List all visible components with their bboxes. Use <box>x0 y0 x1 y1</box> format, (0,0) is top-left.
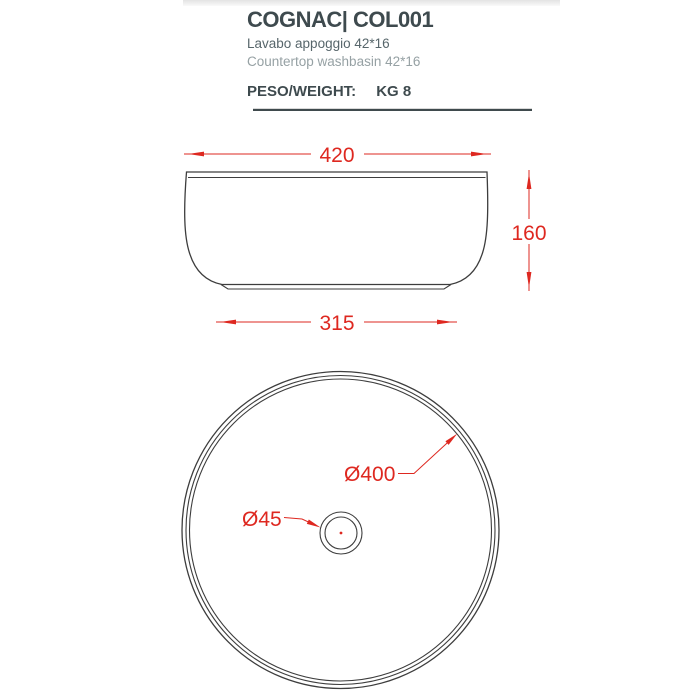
dimension-420-label: 420 <box>319 144 355 167</box>
dimension-315-label: 315 <box>319 312 355 335</box>
callout-outer-diameter <box>344 434 457 486</box>
dia400-arrowhead <box>445 434 457 445</box>
dimension-420-arrow-left <box>188 152 204 157</box>
dimension-420-arrow-right <box>471 152 487 157</box>
weight-label: PESO/WEIGHT: <box>247 82 357 100</box>
basin-middle-rim-circle <box>186 376 495 685</box>
product-subtitle-italian: Lavabo appoggio 42*16 <box>247 36 390 52</box>
product-subtitle-english: Countertop washbasin 42*16 <box>247 54 421 70</box>
dia45-label: Ø45 <box>242 508 282 531</box>
basin-side-outline <box>185 172 488 285</box>
top-view <box>182 372 499 689</box>
dimension-160-arrow-top <box>527 173 532 189</box>
callout-drain-diameter <box>242 508 321 531</box>
dimension-160-arrow-bottom <box>527 272 532 288</box>
dia45-arrowhead <box>307 520 321 528</box>
dia400-leader-line <box>398 439 452 474</box>
dimension-height <box>503 170 555 291</box>
basin-foot-line <box>221 285 451 290</box>
weight-value: KG 8 <box>376 82 412 100</box>
product-title: COGNAC| COL001 <box>247 7 434 32</box>
dimension-top-width <box>184 142 491 167</box>
side-view <box>185 172 488 289</box>
basin-inner-rim-circle <box>190 379 492 681</box>
dia400-label: Ø400 <box>344 463 396 486</box>
dimension-bottom-width <box>216 310 457 335</box>
dimension-315-arrow-right <box>437 320 453 325</box>
basin-outer-rim-circle <box>182 372 499 689</box>
dimension-160-label: 160 <box>511 222 547 245</box>
drain-center-mark <box>340 532 343 535</box>
dimension-315-arrow-left <box>220 320 236 325</box>
